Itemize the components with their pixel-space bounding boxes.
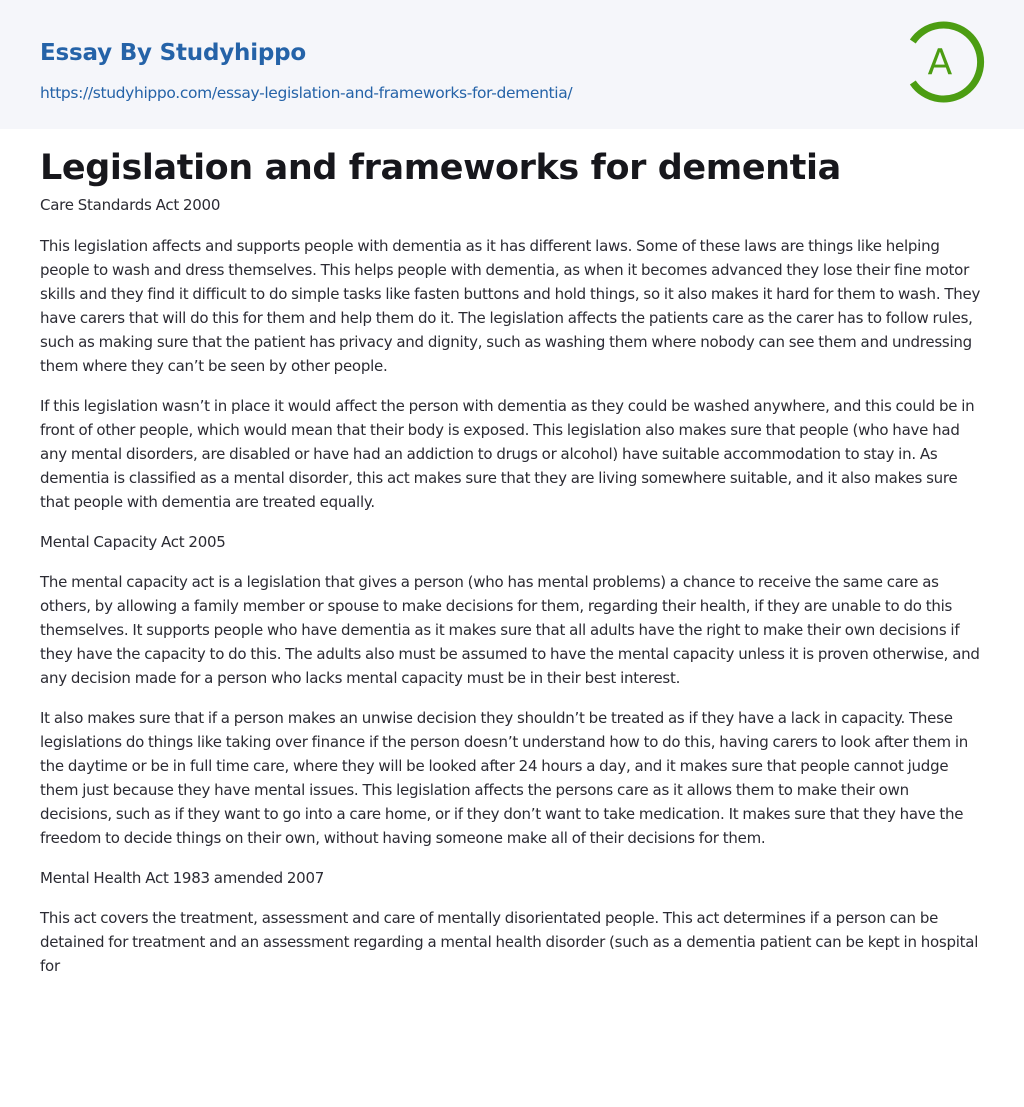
brand-name: Essay By Studyhippo [40,40,307,66]
paragraph: This act covers the treatment, assessment and care of mentally disorientated people. This act determines if a person can be detained for treatment and an assessment regarding a mental health disorder (such as a dementia patient can be kept in hospital for [40,909,979,975]
source-url-link[interactable]: https://studyhippo.com/essay-legislation-and-frameworks-for-dementia/ [40,84,573,102]
studyhippo-logo-icon[interactable] [900,18,988,106]
site-header [0,0,1024,129]
logo-letter: A [927,42,953,83]
paragraph: If this legislation wasn’t in place it would affect the person with dementia as they could be washed anywhere, and this could be in front of other people, which would mean that their body is exposed. This legislation also makes sure that people (who have had any mental disorders, are disabled or have had an addiction to drugs or alcohol) have suitable accommodation to stay in. As dementia is classified as a mental disorder, this act makes sure that they are living somewhere suitable, and it also makes sure that people with dementia are treated equally. [40,397,975,511]
paragraph: The mental capacity act is a legislation that gives a person (who has mental problems) a chance to receive the same care as others, by allowing a family member or spouse to make decisions for them, regarding their health, if they are unable to do this themselves. It supports people who have dementia as it makes sure that all adults have the right to make their own decisions if they have the capacity to do this. The adults also must be assumed to have the mental capacity unless it is proven otherwise, and any decision made for a person who lacks mental capacity must be in their best interest. [40,573,980,687]
paragraph: It also makes sure that if a person makes an unwise decision they shouldn’t be treated as if they have a lack in capacity. These legislations do things like taking over finance if the person doesn’t understand how to do this, having carers to look after them in the daytime or be in full time care, where they will be looked after 24 hours a day, and it makes sure that people cannot judge them just because they have mental issues. This legislation affects the persons care as it allows them to make their own decisions, such as if they want to go into a care home, or if they don’t want to take medication. It makes sure that they have the freedom to decide things on their own, without having someone make all of their decisions for them. [40,709,969,847]
section-heading: Mental Health Act 1983 amended 2007 [40,869,325,887]
section-heading: Care Standards Act 2000 [40,196,221,214]
article-body [40,193,984,978]
paragraph: This legislation affects and supports people with dementia as it has different laws. Some of these laws are things like helping people to wash and dress themselves. This helps people with dementia, as when it becomes advanced they lose their fine motor skills and they find it difficult to do simple tasks like fasten buttons and hold things, so it also makes it hard for them to wash. They have carers that will do this for them and help them do it. The legislation affects the patients care as the carer has to follow rules, such as making sure that the patient has privacy and dignity, such as washing them where nobody can see them and undressing them where they can’t be seen by other people. [40,237,981,375]
article-title: Legislation and frameworks for dementia [40,148,841,188]
article [0,147,1024,978]
section-heading: Mental Capacity Act 2005 [40,533,226,551]
